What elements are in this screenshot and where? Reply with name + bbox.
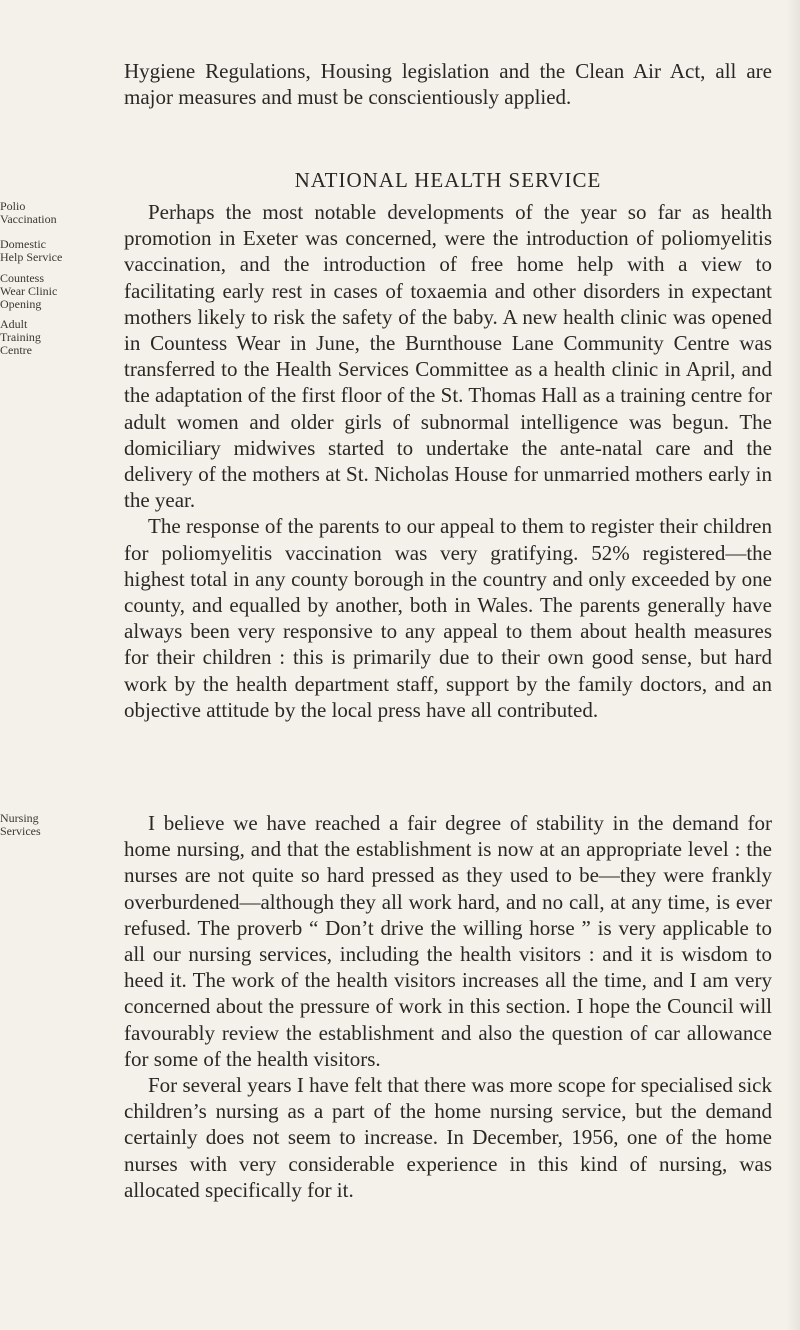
nursing-text-block bbox=[124, 810, 772, 1203]
margin-note-adult-training: Adult Training Centre bbox=[0, 317, 41, 357]
page-edge-shadow bbox=[786, 0, 800, 1330]
margin-note-polio: Polio Vaccination bbox=[0, 199, 57, 226]
intro-paragraph: Hygiene Regulations, Housing legislation and the Clean Air Act, all are major measures and must be conscientiously applied. bbox=[124, 59, 772, 110]
margin-note-nursing-services: Nursing Services bbox=[0, 811, 41, 838]
paragraph-developments: Perhaps the most notable developments of the year so far as health promotion in Exeter was concerned, were the introduction of poliomyelitis vaccination, and the introduction of free home help with a view to facilitating early rest in cases of toxaemia and other disorders in expectant mothers likely to risk the safety of the baby. A new health clinic was opened in Countess Wear in June, the Burnthouse Lane Community Centre was transferred to the Health Services Committee as a health clinic in April, and the adaptation of the first floor of the St. Thomas Hall as a training centre for adult women and older girls of subnormal intelligence was begun. The domiciliary midwives started to undertake the ante-natal care and the delivery of the mothers at St. Nicholas House for unmarried mothers early in the year. bbox=[124, 200, 772, 513]
paragraph-sick-children: For several years I have felt that there was more scope for specialised sick children’s nursing as a part of the home nursing service, but the demand certainly does not seem to increase. In December, 1956, one of the home nurses with very considerable experience in this kind of nursing, was allocated specifically for it. bbox=[124, 1073, 772, 1202]
paragraph-vaccination-response: The response of the parents to our appeal to them to register their children for poliomyelitis vaccination was very gratifying. 52% registered—the highest total in any county borough in the country and only exceeded by one county, and equalled by another, both in Wales. The parents generally have always been very responsive to any appeal to them about health measures for their children : this is primarily due to their own good sense, but hard work by the health department staff, support by the family doctors, and an objective attitude by the local press have all contributed. bbox=[124, 514, 772, 722]
margin-note-countess-wear: Countess Wear Clinic Opening bbox=[0, 271, 58, 311]
section-heading: NATIONAL HEALTH SERVICE bbox=[294, 168, 602, 192]
main-text-block bbox=[124, 199, 772, 723]
margin-note-domestic-help: Domestic Help Service bbox=[0, 237, 63, 264]
paragraph-home-nursing: I believe we have reached a fair degree of stability in the demand for home nursing, and that the establishment is now at an appropriate level : the nurses are not quite so hard pressed as they used to be—they were frankly overburdened—although they all work hard, and no call, at any time, is ever refused. The proverb “ Don’t drive the willing horse ” is very applicable to all our nursing services, including the health visitors : and it is wisdom to heed it. The work of the health visitors increases all the time, and I am very concerned about the pressure of work in this section. I hope the Council will favourably review the establishment and also the question of car allowance for some of the health visitors. bbox=[124, 811, 772, 1071]
